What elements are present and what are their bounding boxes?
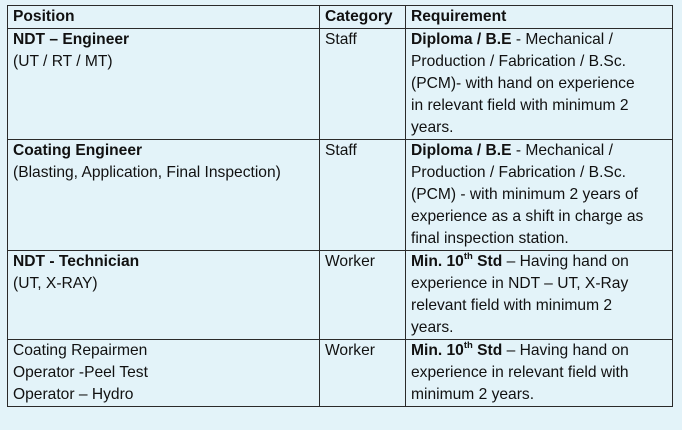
qualification: Min. 10th Std (411, 250, 503, 270)
requirement-line: minimum 2 years. (411, 386, 535, 403)
requirement-line: years. (411, 119, 454, 136)
position-cell (8, 140, 320, 251)
requirement-line: experience in relevant field with (411, 364, 629, 381)
qualification: Diploma / B.E (411, 31, 512, 48)
requirement-line: (PCM)- with hand on experience (411, 75, 635, 92)
job-requirements-table (7, 5, 673, 407)
requirement-line: Production / Fabrication / B.Sc. (411, 53, 626, 70)
position-detail: (UT / RT / MT) (13, 53, 113, 70)
requirement-line: years. (411, 319, 454, 336)
requirement-line: in relevant field with minimum 2 (411, 97, 629, 114)
requirement-line: relevant field with minimum 2 (411, 297, 613, 314)
requirement-cell (406, 140, 673, 251)
category-cell: Worker (320, 251, 406, 340)
requirement-cell (406, 251, 673, 340)
position-detail: Operator – Hydro (13, 386, 134, 403)
position-title: NDT – Engineer (13, 31, 130, 48)
qualification: Min. 10th Std (411, 339, 503, 359)
category-cell: Worker (320, 340, 406, 407)
requirement-line: experience in NDT – UT, X-Ray (411, 275, 629, 292)
requirement-cell (406, 29, 673, 140)
category-header: Category (320, 6, 406, 29)
category-cell: Staff (320, 29, 406, 140)
qualification: Diploma / B.E (411, 142, 512, 159)
position-title: NDT - Technician (13, 253, 140, 270)
position-cell (8, 251, 320, 340)
requirement-line: (PCM) - with minimum 2 years of (411, 186, 639, 203)
table-row (8, 251, 673, 340)
requirement-cell (406, 340, 673, 407)
position-detail: (UT, X-RAY) (13, 275, 98, 292)
position-cell (8, 340, 320, 407)
position-detail: Coating Repairmen (13, 342, 148, 359)
requirement-line: final inspection station. (411, 230, 569, 247)
requirement-header: Requirement (406, 6, 673, 29)
requirement-text: – Having hand on (502, 253, 629, 270)
requirement-text: - Mechanical / (511, 142, 613, 159)
requirement-line: Production / Fabrication / B.Sc. (411, 164, 626, 181)
requirement-text: - Mechanical / (511, 31, 613, 48)
requirement-text: – Having hand on (502, 342, 629, 359)
position-detail: Operator -Peel Test (13, 364, 148, 381)
position-header: Position (8, 6, 320, 29)
position-detail: (Blasting, Application, Final Inspection) (13, 164, 281, 181)
position-title: Coating Engineer (13, 142, 143, 159)
category-cell: Staff (320, 140, 406, 251)
table-row (8, 340, 673, 407)
table-row (8, 29, 673, 140)
position-cell (8, 29, 320, 140)
table-header-row (8, 6, 673, 29)
requirement-line: experience as a shift in charge as (411, 208, 644, 225)
table-row (8, 140, 673, 251)
